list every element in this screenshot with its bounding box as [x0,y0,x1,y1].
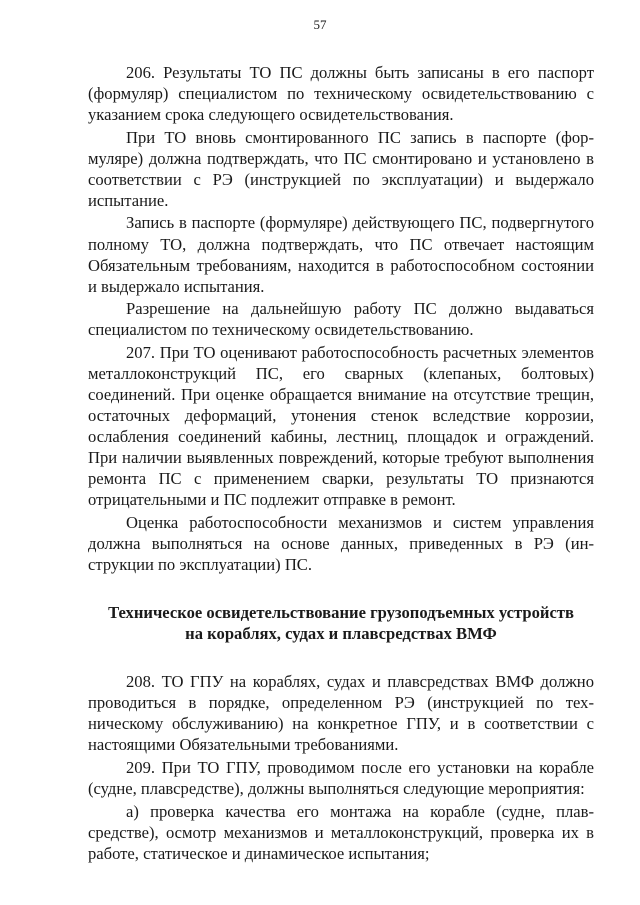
paragraph-permission: Разрешение на дальнейшую работу ПС должно выдаваться специалистом по техническому освидетельствованию. [88,299,594,340]
paragraph-207: 207. При ТО оценивают работоспособность расчетных элементов металлоконструкций ПС, его сварных (клепаных, болтовых) соединений. При оценке обращается внимание на отсутствие трещин, остаточных деформаций, утонения стенок вследствие коррозии, ослабления соединений кабины, лестниц, площадок и ограждений. При наличии выявленных повреждений, которые требуют выполнения ремонта ПС с применением сварки, результаты ТО признаются отрицательными и ПС подлежит отправке в ремонт. [88,342,594,510]
list-item-a: а) проверка качества его монтажа на корабле (судне, плавсредстве), осмотр механизмов и металлоконструкций, проверка их в работе, статическое и динамическое испытания; [88,801,594,863]
paragraph-new-installation: При ТО вновь смонтированного ПС запись в паспорте (формуляре) должна подтверждать, что ПС смонтировано и установлено в соответствии с РЭ (инструкцией по эксплуатации) и выдержало испытание. [88,127,594,210]
section-heading: Техническое освидетельствование грузоподъемных устройств на кораблях, судах и плавсредствах ВМФ [108,603,574,644]
paragraph-full-inspection: Запись в паспорте (формуляре) действующего ПС, подвергнутого полному ТО, должна подтверждать, что ПС отвечает настоящим Обязательным требованиям, находится в работоспособном состоянии и выдержало испытания. [88,213,594,296]
page-number: 57 [313,17,327,32]
paragraph-mechanisms-assessment: Оценка работоспособности механизмов и систем управления должна выполняться на основе данных, приведенных в РЭ (инструкции по эксплуатации) ПС. [88,512,594,575]
paragraph-208: 208. ТО ГПУ на кораблях, судах и плавсредствах ВМФ должно проводиться в порядке, определенном РЭ (инструкцией по техническому обслуживанию) на конкретное ГПУ, и в соответствии с настоящими Обязательными требованиями. [88,672,594,755]
paragraph-209: 209. При ТО ГПУ, проводимом после его установки на корабле (судне, плавсредстве), должны выполняться следующие мероприятия: [88,757,594,799]
paragraph-206: 206. Результаты ТО ПС должны быть записаны в его паспорт (формуляр) специалистом по техническому освидетельствованию с указанием срока следующего освидетельствования. [88,63,594,125]
document-body [88,62,594,865]
